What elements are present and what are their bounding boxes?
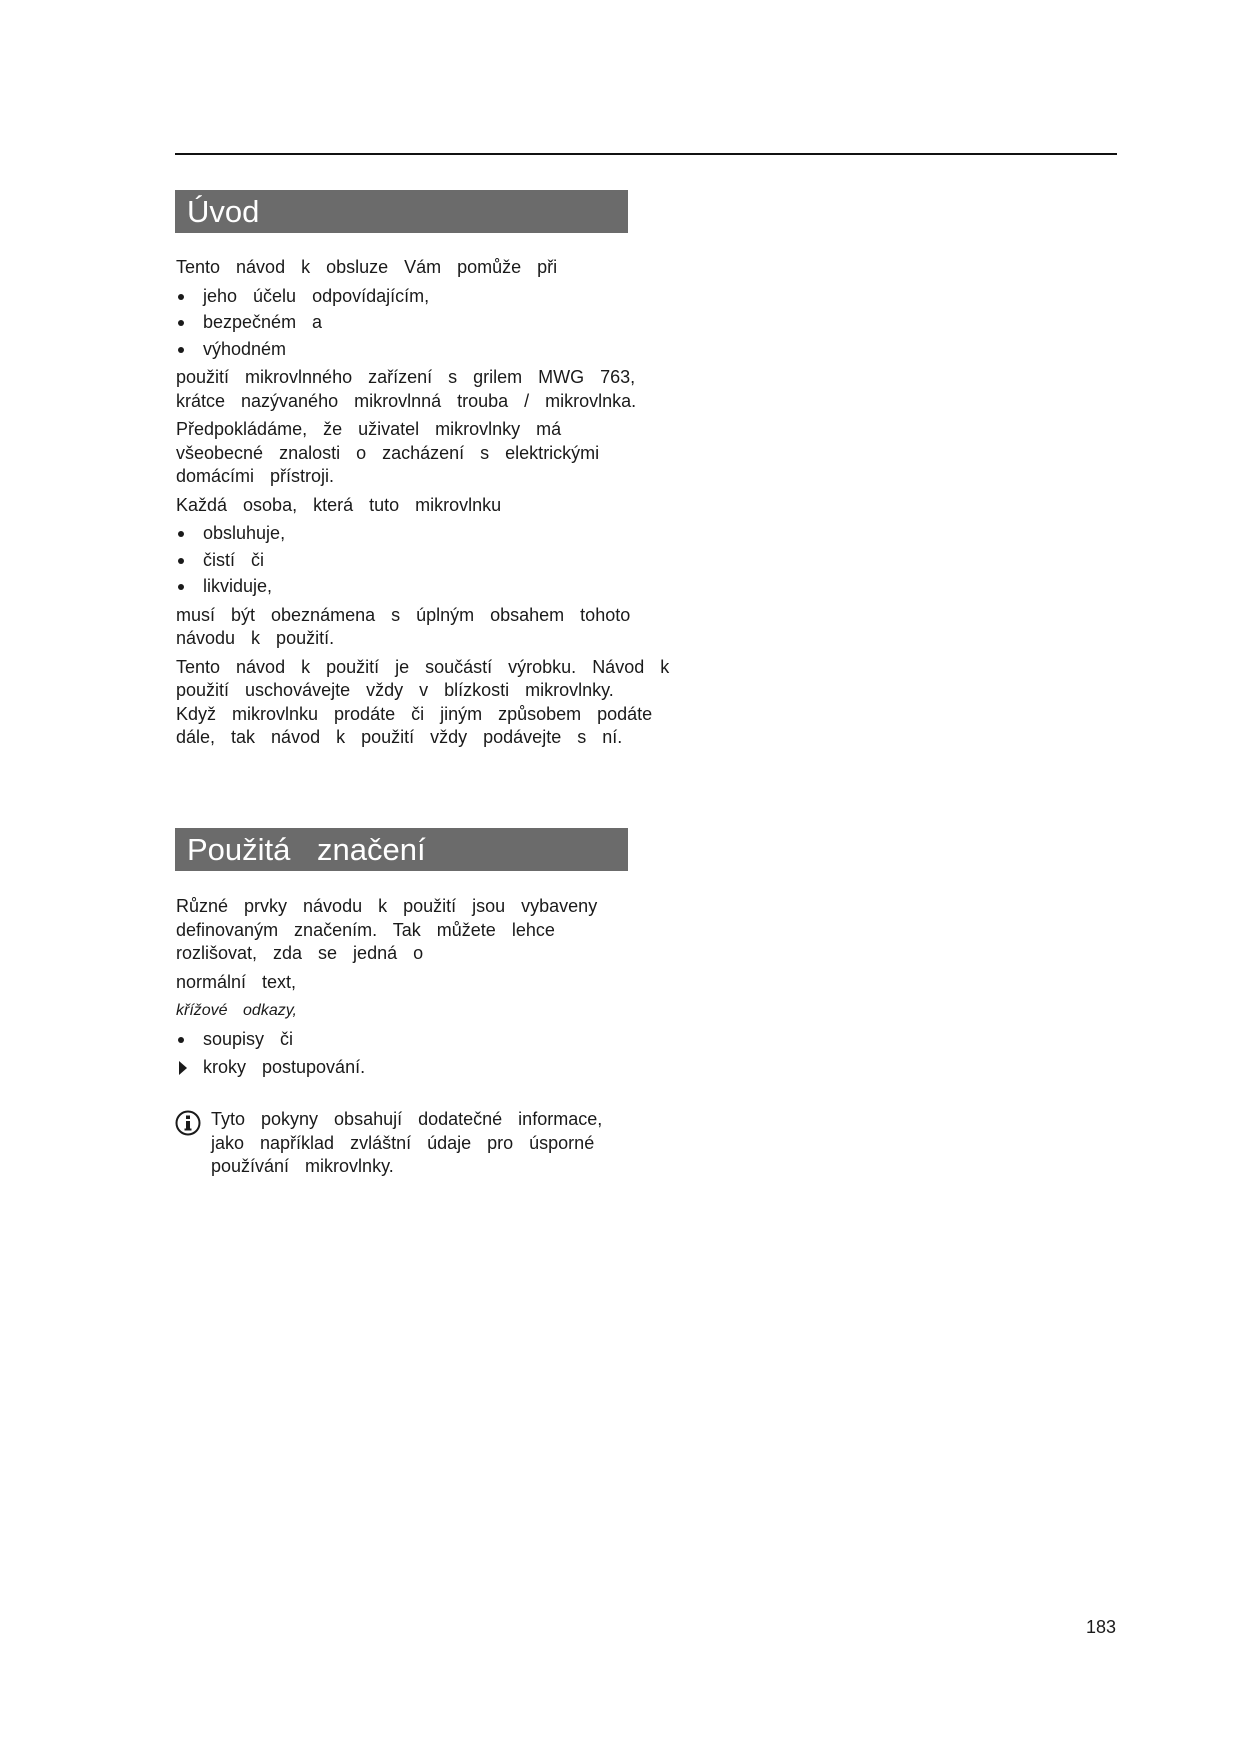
list-item-text: likviduje, — [203, 576, 273, 596]
list-item — [176, 522, 736, 546]
list-item — [176, 285, 736, 309]
info-note — [175, 1108, 735, 1179]
list-item-text: čistí či — [203, 549, 265, 570]
text-line: jako například zvláštní údaje pro úsporné — [211, 1132, 595, 1153]
usage-paragraph — [176, 366, 736, 413]
list-example — [176, 1028, 736, 1052]
page-number: 183 — [1086, 1617, 1117, 1637]
info-note-text — [211, 1108, 735, 1179]
text-line: Tyto pokyny obsahují dodatečné informace, — [211, 1109, 603, 1129]
step-example — [176, 1056, 736, 1080]
section-znaceni-body — [176, 895, 736, 1080]
list-item-text: obsluhuje, — [203, 523, 286, 543]
keep-manual-paragraph — [176, 656, 736, 750]
list-item — [176, 575, 736, 599]
text-line: použití mikrovlnného zařízení s grilem MWG 763, — [176, 367, 636, 387]
text-line: domácími přístroji. — [176, 466, 335, 486]
text-line: Když mikrovlnku prodáte či jiným způsobem podáte — [176, 703, 653, 724]
text-line: používání mikrovlnky. — [211, 1156, 394, 1176]
text-line: rozlišovat, zda se jedná o — [176, 943, 424, 963]
list-item-text: výhodném — [203, 338, 287, 359]
text-line: Tento návod k použití je součástí výrobku. Návod k — [176, 656, 670, 677]
text-line: všeobecné znalosti o zacházení s elektrickými — [176, 442, 600, 463]
text-line: Různé prvky návodu k použití jsou vybaveny — [176, 896, 598, 916]
triangle-right-icon — [179, 1061, 187, 1075]
section-heading-uvod — [175, 190, 628, 233]
list-item-text: soupisy či — [203, 1028, 294, 1049]
knowledge-paragraph — [176, 418, 736, 489]
bullet-dot-icon — [178, 294, 184, 300]
bullet-dot-icon — [178, 1037, 184, 1043]
markings-paragraph — [176, 895, 736, 966]
person-paragraph: Každá osoba, která tuto mikrovlnku — [176, 494, 502, 515]
info-circle-icon — [175, 1110, 201, 1136]
list-item — [176, 311, 736, 335]
list-item — [176, 338, 736, 362]
list-item — [176, 1028, 736, 1052]
normal-text-example: normální text, — [176, 971, 297, 992]
section-heading-text: Použitá značení — [187, 832, 426, 867]
familiar-paragraph — [176, 604, 736, 651]
step-text: kroky postupování. — [203, 1057, 366, 1077]
text-line: definovaným značením. Tak můžete lehce — [176, 919, 555, 940]
text-line: musí být obeznámena s úplným obsahem tohoto — [176, 604, 631, 625]
intro-paragraph: Tento návod k obsluze Vám pomůže při — [176, 257, 558, 277]
section-uvod-body — [176, 256, 736, 755]
text-line: dále, tak návod k použití vždy podávejte s ní. — [176, 727, 623, 747]
text-line: návodu k použití. — [176, 628, 335, 648]
top-rule — [175, 153, 1117, 155]
text-line: krátce nazývaného mikrovlnná trouba / mikrovlnka. — [176, 390, 637, 411]
bullet-dot-icon — [178, 347, 184, 353]
section-heading-text: Úvod — [187, 194, 260, 229]
actions-list — [176, 522, 736, 599]
section-heading-pouzita-znaceni — [175, 828, 628, 871]
bullet-dot-icon — [178, 320, 184, 326]
purpose-list — [176, 285, 736, 362]
bullet-dot-icon — [178, 584, 184, 590]
cross-reference-example: křížové odkazy, — [176, 1002, 297, 1019]
bullet-dot-icon — [178, 531, 184, 537]
list-item-text: jeho účelu odpovídajícím, — [203, 285, 430, 306]
text-line: použití uschovávejte vždy v blízkosti mikrovlnky. — [176, 680, 614, 700]
text-line: Předpokládáme, že uživatel mikrovlnky má — [176, 419, 562, 439]
bullet-dot-icon — [178, 558, 184, 564]
list-item — [176, 549, 736, 573]
list-item-text: bezpečném a — [203, 312, 323, 332]
